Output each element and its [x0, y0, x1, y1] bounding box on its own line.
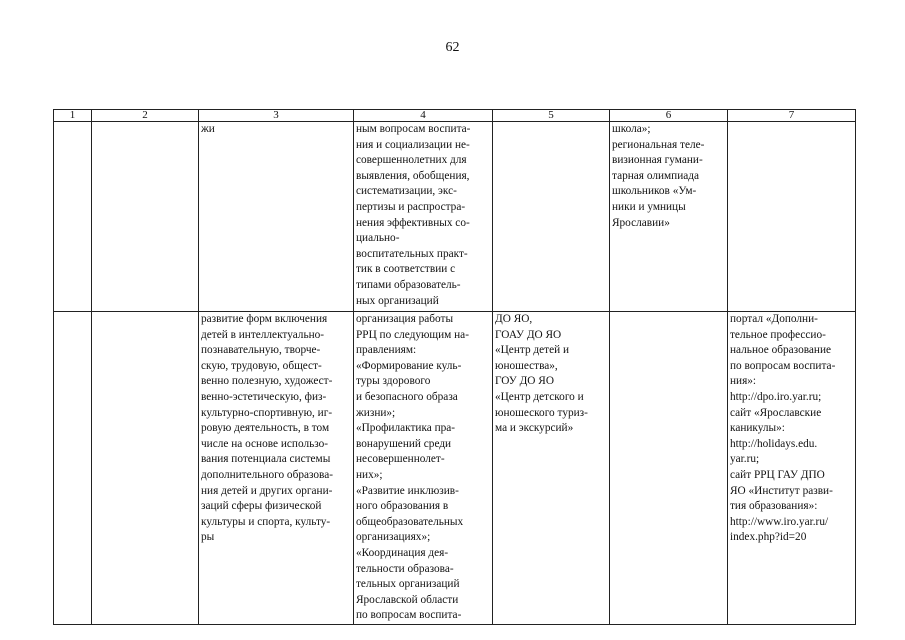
column-header-6: 6 [610, 110, 728, 122]
table-cell: школа»; региональная теле- визионная гумани- тарная олимпиада школьников «Ум- ники и умницы Ярославии» [610, 122, 728, 312]
table-cell: ным вопросам воспита- ния и социализации не- совершеннолетних для выявления, обобщения, систематизации, экс- пертизы и распростра- нения эффективных со- циально- воспитательных практ- тик в соответствии с типами образователь- ных организаций [354, 122, 493, 312]
table-cell: портал «Дополни- тельное профессио- нальное образование по вопросам воспита- ния»: http://dpo.iro.yar.ru; сайт «Ярославские каникулы»: http://holidays.edu. yar.ru; сайт РРЦ ГАУ ДПО ЯО «Институт разви- тия образования»: http://www.iro.yar.ru/ index.php?id=20 [728, 312, 856, 625]
plan-table [53, 109, 856, 625]
page-number: 62 [445, 40, 460, 55]
table-cell: организация работы РРЦ по следующим на- правлениям: «Формирование куль- туры здорового и безопасного образа жизни»; «Профилактика пра- вонарушений среди несовершеннолет- них»; «Развитие инклюзив- ного образования в общеобразовательных организациях»; «Координация дея- тельности образова- тельных организаций Ярославской области по вопросам воспита- [354, 312, 493, 625]
column-header-3: 3 [199, 110, 354, 122]
table-row [54, 122, 856, 312]
column-number-row [54, 110, 856, 122]
table-cell [92, 312, 199, 625]
column-header-2: 2 [92, 110, 199, 122]
table-cell [493, 122, 610, 312]
table-cell: жи [199, 122, 354, 312]
table-cell: развитие форм включения детей в интеллектуально- познавательную, творче- скую, трудовую, общест- венно полезную, художест- венно-эстетическую, физ- культурно-спортивную, иг- ровую деятельность, в том числе на основе использо- вания потенциала системы дополнительного образова- ния детей и других органи- заций сферы физической культуры и спорта, культу- ры [199, 312, 354, 625]
table-cell [610, 312, 728, 625]
column-header-5: 5 [493, 110, 610, 122]
column-header-1: 1 [54, 110, 92, 122]
table-cell [54, 312, 92, 625]
column-header-4: 4 [354, 110, 493, 122]
table-cell [54, 122, 92, 312]
table-cell: ДО ЯО, ГОАУ ДО ЯО «Центр детей и юношества», ГОУ ДО ЯО «Центр детского и юношеского туриз- ма и экскурсий» [493, 312, 610, 625]
table-cell [728, 122, 856, 312]
table-row [54, 312, 856, 625]
column-header-7: 7 [728, 110, 856, 122]
table-cell [92, 122, 199, 312]
